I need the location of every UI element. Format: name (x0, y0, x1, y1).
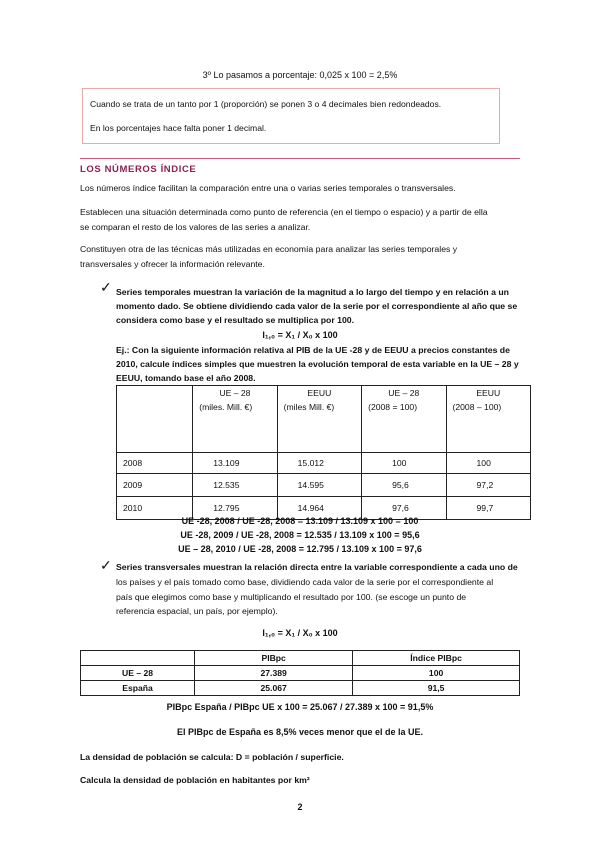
table-header-row (117, 386, 531, 453)
header-label: EEUU (307, 388, 332, 398)
table-cell: 91,5 (353, 681, 520, 696)
transversal-line-2: los países y el país tomado como base, dividiendo cada valor de la serie por el correspondiente al (116, 577, 494, 587)
section-divider (80, 158, 520, 159)
paragraph-2b: se comparan el resto de los valores de las series a analizar. (80, 222, 311, 232)
note-line-2: En los porcentajes hace falta poner 1 decimal. (90, 123, 267, 133)
header-cell (81, 651, 195, 666)
transversal-formula: I₁,₀ = X₁ / X₀ x 100 (262, 628, 338, 638)
section-title: LOS NÚMEROS ÍNDICE (80, 164, 197, 175)
header-cell: PIBpc (195, 651, 353, 666)
result-line-2: UE -28, 2009 / UE -28, 2008 = 12.535 / 13.109 x 100 = 95,6 (180, 530, 420, 540)
table-cell: 12.795 (193, 497, 277, 520)
transversal-conclusion: El PIBpc de España es 8,5% veces menor que el de la UE. (176, 727, 424, 737)
note-box (82, 88, 500, 144)
table-cell: 100 (362, 453, 446, 474)
density-line-2: Calcula la densidad de población en habitantes por km² (80, 775, 310, 785)
table-row (117, 453, 531, 474)
table-cell: 27.389 (195, 666, 353, 681)
transversal-line-3: país que elegimos como base y multiplicando el resultado por 100. (se escoge un punto de (116, 592, 467, 602)
table-cell: 2008 (117, 453, 193, 474)
temporal-line-1: Series temporales muestran la variación de la magnitud a lo largo del tiempo y en relación a un (116, 287, 509, 297)
paragraph-1: Los números índice facilitan la comparación entre una o varias series temporales o transversales. (80, 183, 456, 193)
temporal-line-3: considera como base y el resultado se multiplica por 100. (116, 315, 355, 325)
temporal-table (116, 385, 531, 520)
table-cell: 97,6 (362, 497, 446, 520)
transversal-table (80, 650, 520, 696)
table-cell: España (81, 681, 195, 696)
checkmark-icon: ✓ (100, 279, 112, 295)
header-unit: (miles Mill. €) (283, 402, 335, 412)
paragraph-3b: transversales y ofrecer la información relevante. (80, 259, 265, 269)
table-cell: UE – 28 (81, 666, 195, 681)
table-cell: 2009 (117, 474, 193, 497)
header-label: UE – 28 (388, 388, 420, 398)
header-unit: (2008 – 100) (452, 402, 502, 412)
header-cell: Índice PIBpc (353, 651, 520, 666)
header-label: EEUU (476, 388, 501, 398)
paragraph-2a: Establecen una situación determinada como punto de referencia (en el tiempo o espacio) y a partir de ella (80, 207, 488, 217)
result-line-3: UE – 28, 2010 / UE -28, 2008 = 12.795 / 13.109 x 100 = 97,6 (178, 544, 422, 554)
paragraph-3a: Constituyen otra de las técnicas más utilizadas en economía para analizar las series temporales y (80, 244, 458, 254)
example-line-1: Ej.: Con la siguiente información relativa al PIB de la UE -28 y de EEUU a precios constantes de (116, 345, 510, 355)
table-cell: 95,6 (362, 474, 446, 497)
table-cell: 14.595 (277, 474, 361, 497)
header-unit: (2008 = 100) (368, 402, 418, 412)
table-header-row (81, 651, 520, 666)
table-cell: 15.012 (277, 453, 361, 474)
header-cell (193, 386, 277, 453)
page-number: 2 (297, 802, 303, 812)
checkmark-icon: ✓ (100, 557, 112, 573)
example-line-2: 2010, calcule índices simples que muestren la evolución temporal de esta variable en la UE – 28 y (116, 359, 519, 369)
header-cell (446, 386, 530, 453)
table-cell: 100 (353, 666, 520, 681)
table-cell: 100 (446, 453, 530, 474)
transversal-result: PIBpc España / PIBpc UE x 100 = 25.067 / 27.389 x 100 = 91,5% (166, 702, 434, 712)
temporal-line-2: momento dado. Se obtiene dividiendo cada valor de la serie por el correspondiente al año que se (116, 301, 518, 311)
table-cell: 97,2 (446, 474, 530, 497)
table-cell: 2010 (117, 497, 193, 520)
step-3-text: 3º Lo pasamos a porcentaje: 0,025 x 100 = 2,5% (202, 70, 398, 80)
table-cell: 99,7 (446, 497, 530, 520)
note-line-1: Cuando se trata de un tanto por 1 (proporción) se ponen 3 o 4 decimales bien redondeados. (90, 99, 442, 109)
header-cell (117, 386, 193, 453)
transversal-line-4: referencia espacial, un país, por ejemplo). (116, 606, 278, 616)
header-unit: (miles. Mill. €) (199, 402, 253, 412)
result-line-1: UE -28, 2008 / UE -28, 2008 = 13.109 / 13.109 x 100 = 100 (181, 516, 419, 526)
table-cell: 12.535 (193, 474, 277, 497)
density-line-1: La densidad de población se calcula: D = población / superficie. (80, 752, 344, 762)
table-cell: 13.109 (193, 453, 277, 474)
header-cell (277, 386, 361, 453)
header-cell (362, 386, 446, 453)
example-line-3: EEUU, tomando base el año 2008. (116, 373, 256, 383)
temporal-formula: I₁,₀ = X₁ / X₀ x 100 (262, 330, 338, 340)
table-cell: 25.067 (195, 681, 353, 696)
table-cell: 14.964 (277, 497, 361, 520)
table-row (81, 666, 520, 681)
transversal-line-1: Series transversales muestran la relación directa entre la variable correspondiente a cada uno de (116, 562, 518, 572)
header-label: UE – 28 (219, 388, 251, 398)
table-row (117, 474, 531, 497)
table-row (81, 681, 520, 696)
